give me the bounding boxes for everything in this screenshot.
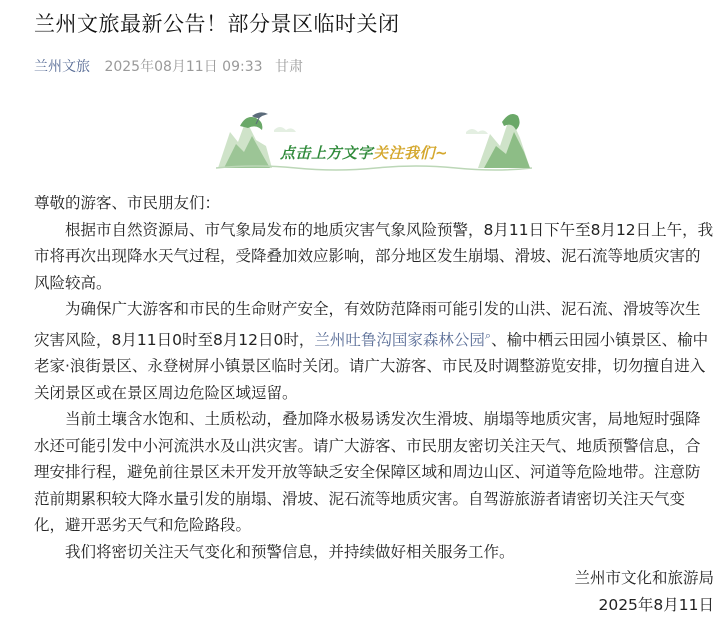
article-title: 兰州文旅最新公告！部分景区临时关闭 [34, 12, 400, 36]
search-icon[interactable]: ⌕ [484, 328, 492, 342]
signature: 兰州市文化和旅游局 [574, 569, 714, 588]
paragraph-2 [34, 296, 714, 406]
banner-text-green: 点击上方文字 [280, 144, 374, 162]
paragraph-2-part-a: 为确保广大游客和市民的生命财产安全，有效防范降雨可能引发的山洪、泥石流、滑坡等次生灾害风险，8月11日0时至8月12日0时， [34, 300, 701, 349]
article-body [34, 190, 714, 618]
publish-date: 2025年08月11日 09:33 [104, 59, 263, 75]
paragraph-3: 当前土壤含水饱和、土质松动，叠加降水极易诱发次生滑坡、崩塌等地质灾害，局地短时强降水还可能引发中小河流洪水及山洪灾害。请广大游客、市民朋友密切关注天气、地质预警信息，合理安排行程，避免前往景区未开发开放等缺乏安全保障区域和周边山区、河道等危险地带。注意防范前期累积较大降水量引发的崩塌、滑坡、泥石流等地质灾害。自驾游旅游者请密切关注天气变化，避开恶劣天气和危险路段。 [34, 410, 701, 535]
greeting: 尊敬的游客、市民朋友们： [34, 194, 221, 212]
landscape-illustration-icon [216, 102, 532, 180]
article-meta [34, 56, 303, 76]
paragraph-2-part-b: 、榆中栖云田园小镇景区、榆中老家·浪街景区、永登树屏小镇景区临时关闭。请广大游客、市民及时调整游览安排，切勿擅自进入关闭景区或在景区周边危险区域逗留。 [34, 330, 709, 402]
account-name-link[interactable]: 兰州文旅 [34, 59, 90, 75]
follow-banner[interactable] [216, 102, 532, 180]
publish-location: 甘肃 [274, 59, 303, 75]
paragraph-4: 我们将密切关注天气变化和预警信息，并持续做好相关服务工作。 [65, 542, 515, 561]
banner-text-gold: 关注我们~ [373, 144, 449, 162]
paragraph-1: 根据市自然资源局、市气象局发布的地质灾害气象风险预警，8月11日下午至8月12日上午，我市将再次出现降水天气过程，受降叠加效应影响，部分地区发生崩塌、滑坡、泥石流等地质灾害的风险较高。 [34, 220, 714, 292]
follow-us-text[interactable] [280, 142, 448, 163]
signature-date: 2025年8月11日 [598, 595, 714, 614]
forest-park-link[interactable]: 兰州吐鲁沟国家森林公园 [314, 330, 485, 349]
